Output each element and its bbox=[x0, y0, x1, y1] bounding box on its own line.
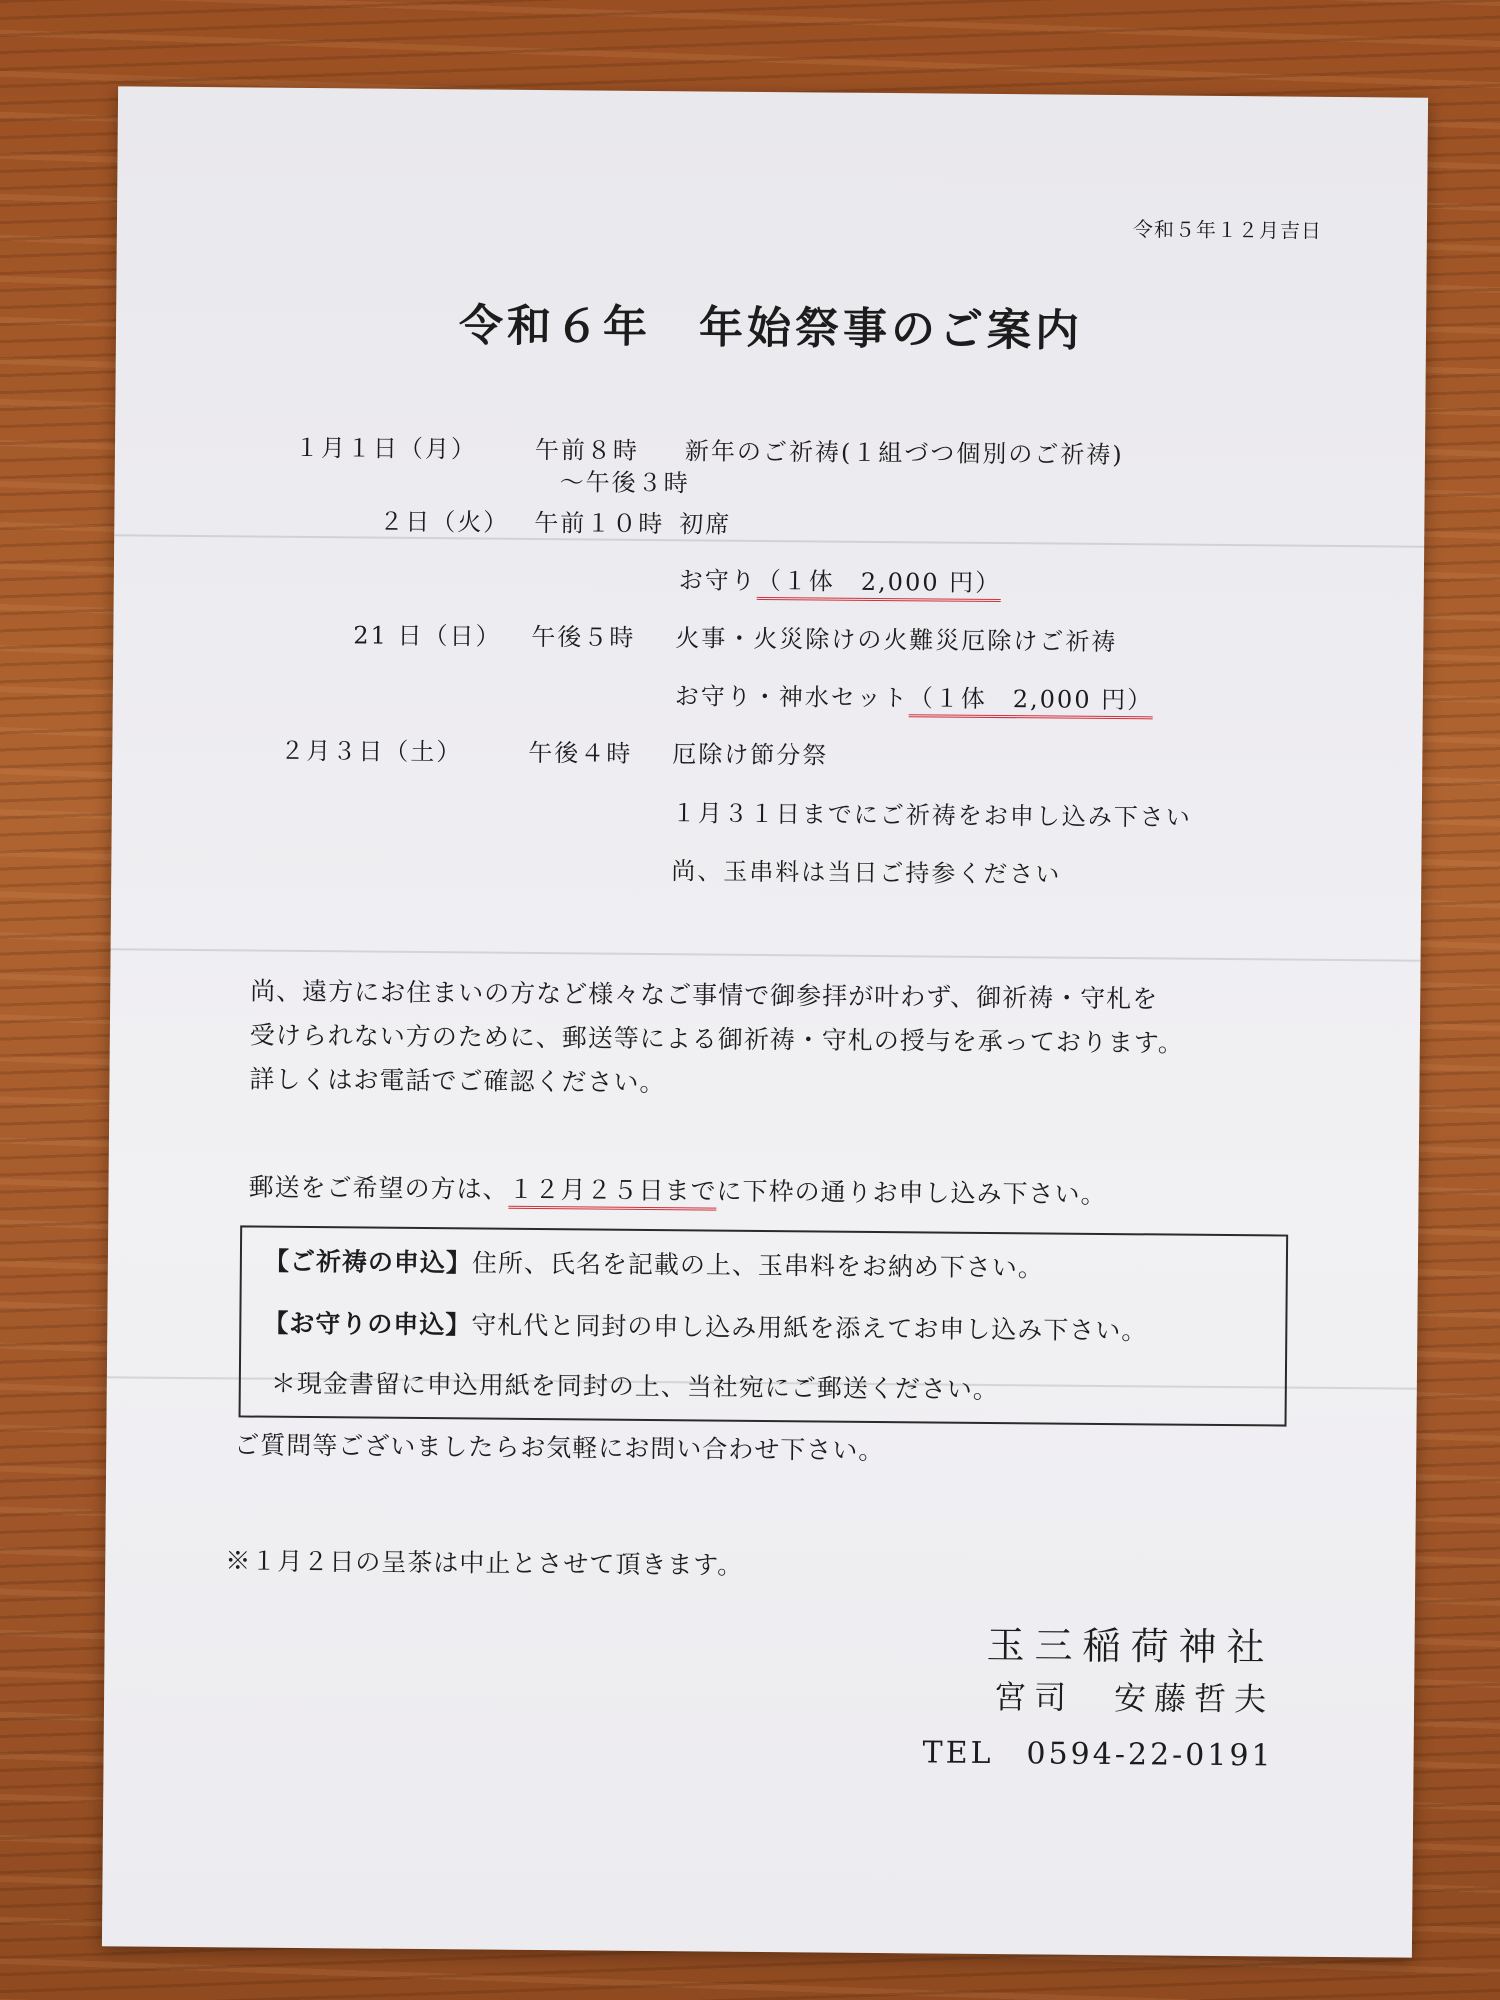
event-day: 21 日（日） bbox=[353, 621, 502, 651]
event-description: 新年のご祈祷(１組づつ個別のご祈祷) bbox=[684, 437, 1124, 470]
event-day: ２日（火） bbox=[379, 507, 510, 537]
inquiry-text: ご質問等ございましたらお気軽にお問い合わせ下さい。 bbox=[234, 1430, 885, 1466]
shrine-name: 玉三稲荷神社 bbox=[986, 1622, 1275, 1670]
amulet-application bbox=[263, 1304, 1147, 1348]
issue-date: 令和５年１２月吉日 bbox=[1132, 217, 1323, 243]
registered-mail-note: ＊現金書留に申込用紙を同封の上、当社宛にご郵送ください。 bbox=[270, 1368, 999, 1405]
amulet-price: （１体 2,000 円） bbox=[909, 684, 1154, 719]
box-heading: 【ご祈祷の申込】 bbox=[263, 1246, 473, 1278]
document-title: 令和６年 年始祭事のご案内 bbox=[458, 300, 1084, 357]
info-line: 尚、遠方にお住まいの方など様々なご事情で御参拝が叶わず、御祈祷・守札を bbox=[250, 976, 1159, 1014]
mail-deadline: １２月２５日まで bbox=[508, 1175, 716, 1211]
fold-line bbox=[114, 534, 1424, 547]
fold-line bbox=[111, 948, 1421, 961]
amulet-line bbox=[679, 560, 1002, 598]
prayer-application bbox=[264, 1242, 1044, 1285]
paper-sheet bbox=[102, 86, 1428, 1957]
event-time: 午前１０時 bbox=[534, 508, 665, 539]
event-note: 尚、玉串料は当日ご持参ください bbox=[671, 857, 1062, 889]
amulet-label: お守り・神水セット bbox=[674, 682, 909, 713]
priest-name: 宮司 安藤哲夫 bbox=[993, 1678, 1275, 1719]
event-time: 午前８時 bbox=[534, 435, 640, 465]
amulet-line bbox=[675, 676, 1154, 715]
box-text: 守札代と同封の申し込み用紙を添えてお申し込み下さい。 bbox=[471, 1310, 1148, 1346]
info-line: 詳しくはお電話でご確認ください。 bbox=[249, 1064, 666, 1098]
amulet-label: お守り bbox=[678, 566, 757, 595]
event-description: 厄除け節分祭 bbox=[672, 740, 829, 770]
info-line: 受けられない方のために、郵送等による御祈祷・守札の授与を承っております。 bbox=[249, 1020, 1184, 1058]
phone-number: TEL 0594-22-0191 bbox=[922, 1735, 1274, 1774]
box-text: 住所、氏名を記載の上、玉串料をお納め下さい。 bbox=[471, 1248, 1045, 1283]
event-day: ２月３日（土） bbox=[280, 736, 463, 767]
event-time: 午後４時 bbox=[528, 738, 633, 768]
event-time: 午後５時 bbox=[531, 622, 636, 652]
event-time-end: ～午後３時 bbox=[559, 468, 690, 498]
mail-post: に下枠の通りお申し込み下さい。 bbox=[716, 1176, 1107, 1209]
event-note: １月３１日までにご祈祷をお申し込み下さい bbox=[671, 799, 1192, 832]
event-description: 初席 bbox=[679, 510, 732, 539]
amulet-price: （１体 2,000 円） bbox=[757, 567, 1002, 602]
mail-pre: 郵送をご希望の方は、 bbox=[248, 1172, 509, 1204]
event-day: １月１日（月） bbox=[294, 433, 478, 464]
application-box bbox=[239, 1225, 1289, 1426]
mail-instruction bbox=[248, 1166, 1106, 1217]
box-heading: 【お守りの申込】 bbox=[263, 1308, 472, 1340]
event-description: 火事・火災除けの火難災厄除けご祈祷 bbox=[675, 624, 1118, 657]
tea-notice: ※１月２日の呈茶は中止とさせて頂きます。 bbox=[225, 1546, 744, 1580]
